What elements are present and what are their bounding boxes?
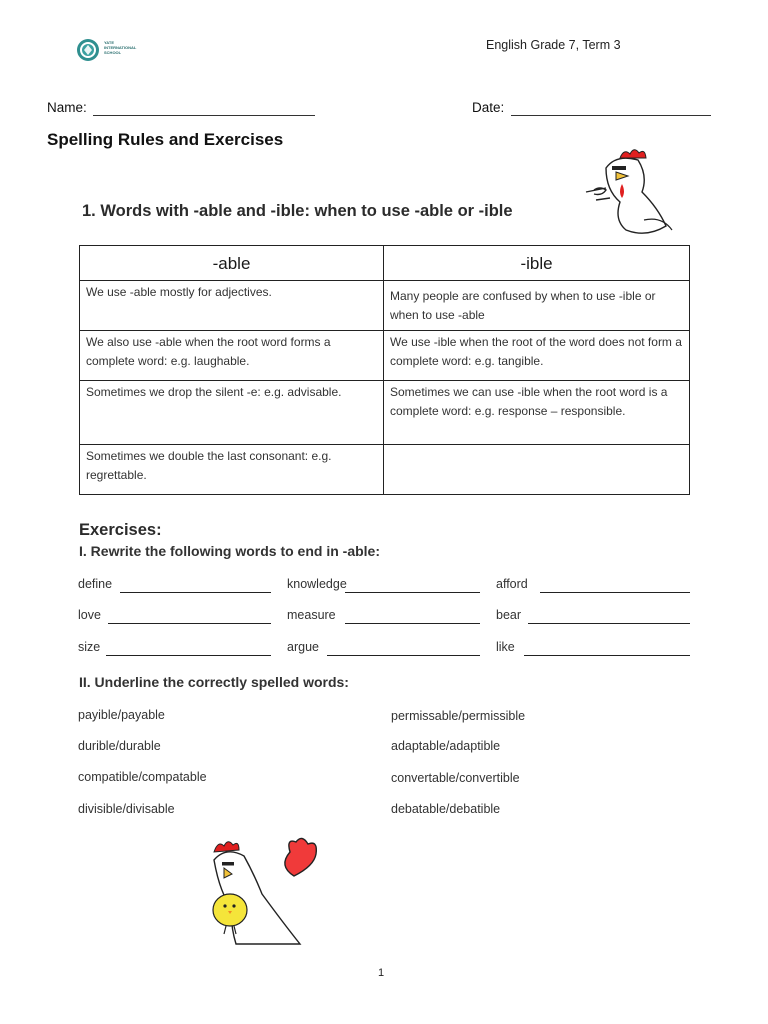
section1-heading: 1. Words with -able and -ible: when to use -able or -ible — [82, 202, 513, 220]
rooster-chick-heart-illustration — [206, 834, 326, 948]
table-row — [80, 381, 690, 445]
word-pair[interactable]: payible/payable — [78, 708, 165, 722]
word-pair[interactable]: divisible/divisable — [78, 802, 175, 816]
table-cell: We use -able mostly for adjectives. — [80, 281, 384, 331]
answer-blank[interactable] — [108, 623, 271, 624]
date-label: Date: — [472, 100, 505, 115]
exercise-word: like — [496, 640, 515, 654]
name-field[interactable] — [93, 115, 315, 116]
word-pair[interactable]: convertable/convertible — [391, 771, 520, 785]
answer-blank[interactable] — [345, 623, 480, 624]
word-pair[interactable]: durible/durable — [78, 739, 161, 753]
exercise-word: love — [78, 608, 101, 622]
word-pair[interactable]: debatable/debatible — [391, 802, 501, 816]
exercise-word: define — [78, 577, 113, 591]
column-header-ible: -ible — [384, 246, 690, 281]
word-pair[interactable]: permissable/permissible — [391, 709, 526, 723]
table-cell: Many people are confused by when to use -ible or when to use -able — [384, 281, 690, 331]
table-row — [80, 331, 690, 381]
table-cell: Sometimes we double the last consonant: e.g. regrettable. — [80, 445, 384, 495]
answer-blank[interactable] — [327, 655, 480, 656]
exercise-word: argue — [287, 640, 319, 654]
word-pair[interactable]: adaptable/adaptible — [391, 739, 501, 753]
part2-heading: II. Underline the correctly spelled words: — [79, 674, 349, 690]
page-number: 1 — [378, 967, 385, 979]
exercise-word: size — [78, 640, 101, 654]
course-label: English Grade 7, Term 3 — [486, 38, 621, 52]
table-header-row — [80, 246, 690, 281]
column-header-able: -able — [80, 246, 384, 281]
exercises-heading: Exercises: — [79, 521, 162, 539]
word-pair[interactable]: compatible/compatable — [78, 770, 207, 784]
table-cell: We use -ible when the root of the word does not form a complete word: e.g. tangible. — [384, 331, 690, 381]
answer-blank[interactable] — [524, 655, 690, 656]
rooster-pointing-illustration — [576, 146, 692, 238]
logo-text: YATE INTERNATIONAL SCHOOL — [104, 40, 137, 55]
rules-table — [79, 245, 690, 495]
table-row — [80, 445, 690, 495]
answer-blank[interactable] — [345, 592, 480, 593]
table-cell: Sometimes we drop the silent -e: e.g. advisable. — [80, 381, 384, 445]
exercise-word: afford — [496, 577, 528, 591]
answer-blank[interactable] — [540, 592, 690, 593]
answer-blank[interactable] — [106, 655, 271, 656]
table-cell: We also use -able when the root word forms a complete word: e.g. laughable. — [80, 331, 384, 381]
exercise-word: knowledge — [287, 577, 347, 591]
page-title: Spelling Rules and Exercises — [47, 130, 284, 149]
exercise-word: measure — [287, 608, 336, 622]
table-cell — [384, 445, 690, 495]
answer-blank[interactable] — [120, 592, 271, 593]
answer-blank[interactable] — [528, 623, 690, 624]
date-field[interactable] — [511, 115, 711, 116]
name-label: Name: — [47, 100, 87, 115]
table-row — [80, 281, 690, 331]
part1-heading: I. Rewrite the following words to end in -able: — [79, 543, 381, 559]
exercise-word: bear — [496, 608, 522, 622]
table-cell: Sometimes we can use -ible when the root word is a complete word: e.g. response – responsible. — [384, 381, 690, 445]
